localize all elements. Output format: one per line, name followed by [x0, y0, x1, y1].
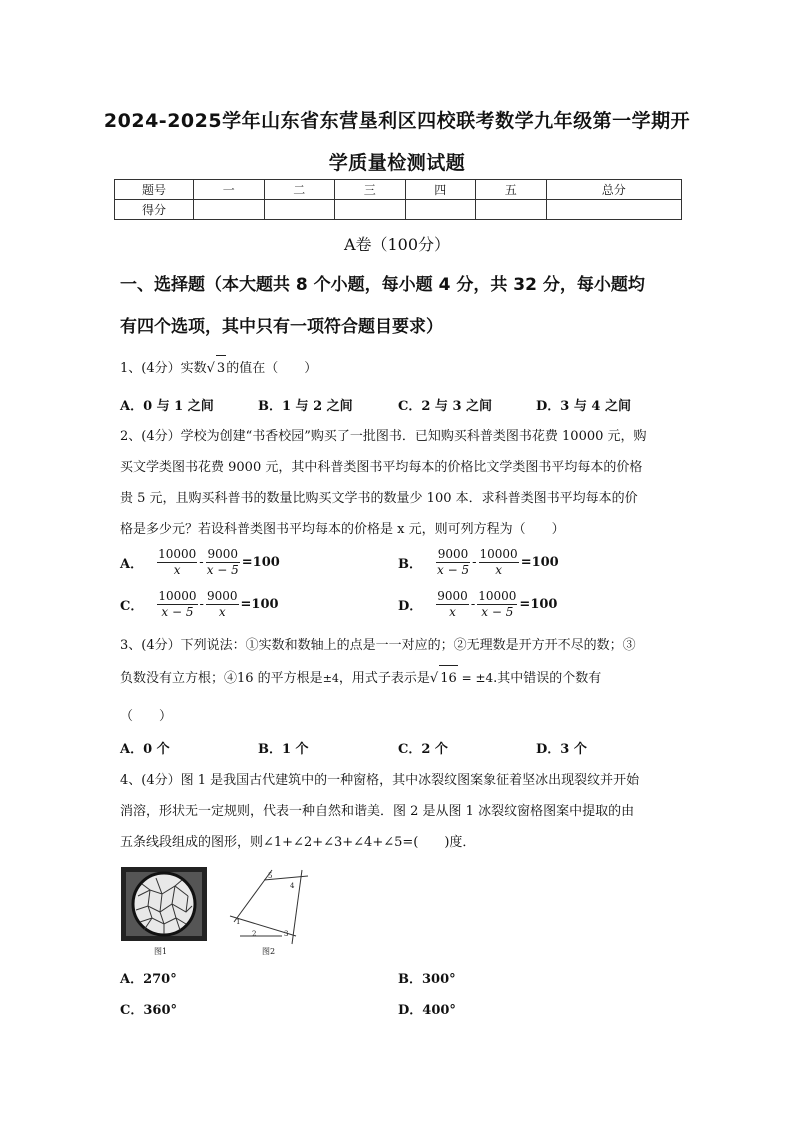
fraction: $\frac{10000}{x}$	[479, 547, 518, 577]
fraction: $\frac{9000}{x - 5}$	[437, 547, 470, 577]
score-header-cell: 题号	[115, 180, 194, 200]
document-title-line2: 学质量检测试题	[328, 152, 466, 174]
score-header-cell: 总分	[546, 180, 682, 200]
q3-option-c[interactable]: C．2 个	[398, 742, 448, 757]
option-label: C．	[120, 599, 144, 614]
figure-1-caption: 图1	[154, 947, 168, 956]
q4-option-c[interactable]: C．360°	[120, 1003, 177, 1018]
q3-text-a: 负数没有立方根；④16 的平方根是	[120, 671, 323, 686]
score-header-cell: 三	[335, 180, 406, 200]
score-header-cell: 一	[194, 180, 265, 200]
fraction: $\frac{9000}{x}$	[206, 589, 238, 619]
option-label: D．	[398, 599, 423, 614]
fraction: $\frac{10000}{x}$	[158, 547, 197, 577]
score-cell	[264, 200, 335, 220]
q1-radicand: 3	[216, 355, 226, 382]
q3-line1: 3、(4分）下列说法：①实数和数轴上的点是一一对应的；②无理数是开方开不尽的数；③	[120, 638, 636, 653]
q3-text-b: ，用式子表示是	[338, 671, 430, 686]
option-label: A．	[120, 557, 144, 572]
section-heading-line2: 有四个选项，其中只有一项符合题目要求）	[120, 317, 443, 337]
q4-option-a[interactable]: A．270°	[120, 972, 177, 987]
q3-eq: = ±4	[457, 671, 494, 685]
q1-prefix: 1、(4分）实数	[120, 361, 207, 376]
q3-line3: （ ）	[120, 709, 173, 724]
q4-line3: 五条线段组成的图形，则∠1+∠2+∠3+∠4+∠5=( )度．	[120, 835, 476, 850]
fraction: $\frac{10000}{x - 5}$	[478, 589, 517, 619]
q1-suffix: 的值在（ ）	[226, 361, 318, 376]
q2-line1: 2、(4分）学校为创建“书香校园”购买了一批图书．已知购买科普类图书花费 10000 元，购	[120, 429, 647, 444]
angle-label-3: 3	[284, 930, 289, 938]
rhs: =100	[520, 555, 559, 570]
angle-label-1: 1	[236, 918, 241, 926]
document-title-line1: 2024-2025学年山东省东营垦利区四校联考数学九年级第一学期开	[103, 110, 691, 132]
score-table-score-row	[115, 200, 682, 220]
q2-line3: 贵 5 元，且购买科普书的数量比购买文学书的数量少 100 本．求科普类图书平均每本的价	[120, 491, 638, 506]
rhs: =100	[241, 555, 280, 570]
score-cell	[476, 200, 547, 220]
figure-2-five-segments	[220, 866, 310, 958]
score-cell	[546, 200, 682, 220]
rhs: =100	[519, 597, 558, 612]
score-cell	[405, 200, 476, 220]
fraction: $\frac{9000}{x}$	[437, 589, 468, 619]
question-1: 1、(4分）实数√ 3的值在（ ）	[120, 355, 680, 382]
q1-option-c[interactable]: C．2 与 3 之间	[398, 399, 493, 414]
score-header-cell: 五	[476, 180, 547, 200]
rhs: =100	[240, 597, 279, 612]
q2-option-a[interactable]: A． $\frac{10000}{x}$ - $\frac{9000}{x - 5}$ =100	[120, 547, 280, 577]
q3-pm4: ±4	[322, 672, 339, 685]
score-cell	[194, 200, 265, 220]
q3-option-d[interactable]: D．3 个	[536, 742, 587, 757]
score-table	[114, 179, 682, 220]
q3-text-c: .其中错误的个数有	[493, 671, 602, 686]
q3-option-a[interactable]: A．0 个	[120, 742, 170, 757]
score-cell	[335, 200, 406, 220]
q1-option-b[interactable]: B．1 与 2 之间	[258, 399, 353, 414]
q2-line2: 买文学类图书花费 9000 元，其中科普类图书平均每本的价格比文学类图书平均每本的价格	[120, 460, 643, 475]
angle-label-5: 5	[268, 872, 273, 880]
fraction: $\frac{10000}{x - 5}$	[158, 589, 197, 619]
angle-label-2: 2	[252, 930, 257, 938]
q3-radicand: 16	[439, 665, 458, 692]
q2-option-b[interactable]: B． $\frac{9000}{x - 5}$ - $\frac{10000}{x}$ =100	[398, 547, 559, 577]
score-header-cell: 二	[264, 180, 335, 200]
angle-label-4: 4	[290, 882, 295, 890]
option-label: B．	[398, 557, 422, 572]
score-table-header-row	[115, 180, 682, 200]
section-a-heading: A卷（100分）	[343, 235, 451, 254]
q4-line1: 4、(4分）图 1 是我国古代建筑中的一种窗格，其中冰裂纹图案象征着坚冰出现裂纹并开始	[120, 773, 640, 788]
q2-option-c[interactable]: C． $\frac{10000}{x - 5}$ - $\frac{9000}{x}$ =100	[120, 589, 279, 619]
fraction: $\frac{9000}{x - 5}$	[206, 547, 239, 577]
q4-option-d[interactable]: D．400°	[398, 1003, 456, 1018]
q1-option-d[interactable]: D．3 与 4 之间	[536, 399, 631, 414]
q4-line2: 消溶，形状无一定规则，代表一种自然和谐美．图 2 是从图 1 冰裂纹窗格图案中提取的由	[120, 804, 635, 819]
section-heading-line1: 一、选择题（本大题共 8 个小题，每小题 4 分，共 32 分，每小题均	[120, 275, 645, 295]
q4-option-b[interactable]: B．300°	[398, 972, 456, 987]
q1-option-a[interactable]: A．0 与 1 之间	[120, 399, 214, 414]
figure-1-window-lattice	[120, 866, 210, 958]
q3-line2: 负数没有立方根；④16 的平方根是±4，用式子表示是√ 16 = ±4.其中错误的个数有	[120, 665, 680, 692]
q3-option-b[interactable]: B．1 个	[258, 742, 309, 757]
q2-option-d[interactable]: D． $\frac{9000}{x}$ - $\frac{10000}{x - 5}$ =100	[398, 589, 558, 619]
q2-line4: 格是多少元？若设科普类图书平均每本的价格是 x 元，则可列方程为（ ）	[120, 522, 565, 537]
score-header-cell: 四	[405, 180, 476, 200]
score-row-label: 得分	[115, 200, 194, 220]
figure-2-caption: 图2	[262, 947, 276, 956]
